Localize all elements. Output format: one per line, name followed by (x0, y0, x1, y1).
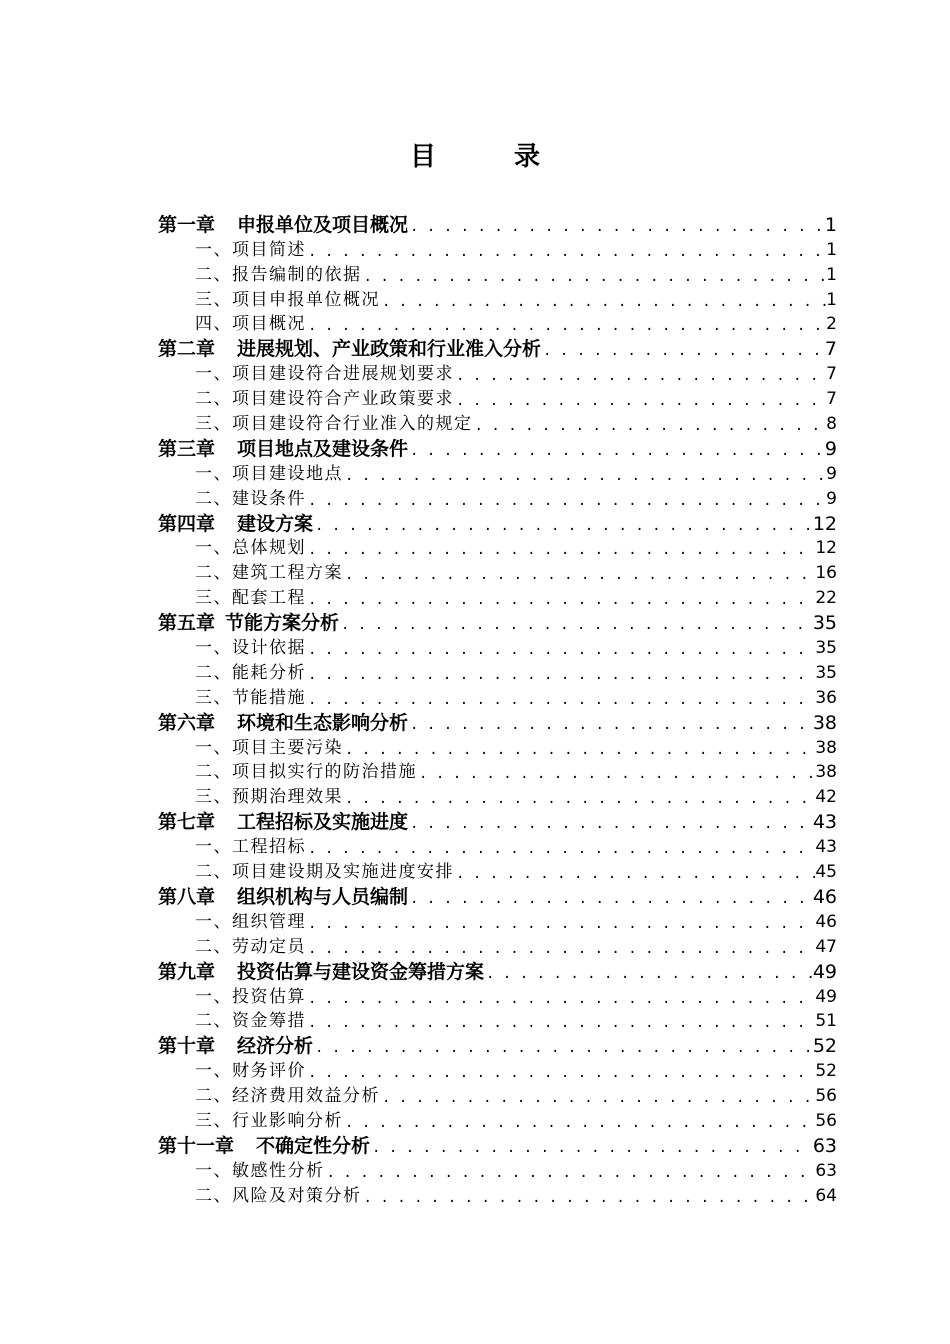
toc-section-entry[interactable] (158, 1108, 837, 1133)
dot-leader (306, 939, 815, 959)
page-number: 52 (815, 1061, 837, 1082)
toc-entry-label (158, 810, 408, 834)
dot-leader (473, 416, 827, 436)
page-number: 1 (826, 239, 837, 260)
chapter-title: 建设方案 (237, 512, 314, 535)
page-number: 42 (815, 787, 837, 808)
dot-leader (362, 1188, 816, 1208)
toc-chapter-entry[interactable] (158, 336, 837, 361)
dot-leader (454, 366, 826, 386)
dot-leader (306, 316, 826, 336)
toc-entry-label: 二、能耗分析 (195, 662, 306, 683)
dot-leader (343, 466, 826, 486)
dot-leader (306, 640, 815, 660)
page-number: 46 (815, 911, 837, 932)
page-number: 12 (815, 538, 837, 559)
toc-entry-label (158, 1034, 313, 1058)
toc-entry-label: 二、资金筹措 (195, 1011, 306, 1032)
page-number: 47 (815, 936, 837, 957)
page-number: 38 (815, 737, 837, 758)
dot-leader (417, 764, 815, 784)
page-number: 16 (815, 563, 837, 584)
page-number: 43 (815, 837, 837, 858)
page-number: 49 (812, 960, 837, 983)
toc-section-entry[interactable] (158, 934, 837, 959)
toc-chapter-entry[interactable] (158, 511, 837, 536)
dot-leader (306, 989, 815, 1009)
dot-leader (313, 1038, 813, 1058)
toc-entry-label (158, 337, 541, 361)
toc-entry-label: 一、总体规划 (195, 538, 306, 559)
page-number: 45 (815, 862, 837, 883)
dot-leader (408, 889, 813, 909)
toc-entry-label (158, 611, 339, 635)
dot-leader (343, 565, 815, 585)
page-number: 56 (815, 1110, 837, 1131)
chapter-number: 第一章 (158, 213, 216, 236)
dot-leader (408, 715, 813, 735)
page-number: 9 (826, 488, 837, 509)
toc-entry-label: 二、项目建设符合产业政策要求 (195, 389, 454, 410)
toc-entry-label: 二、报告编制的依据 (195, 264, 362, 285)
toc-entry-label: 二、项目拟实行的防治措施 (195, 762, 417, 783)
dot-leader (306, 1013, 815, 1033)
page-number: 35 (815, 662, 837, 683)
page-number: 7 (826, 364, 837, 385)
chapter-number: 第五章 (158, 612, 216, 635)
chapter-number: 第十章 (158, 1035, 216, 1058)
chapter-title: 工程招标及实施进度 (237, 811, 409, 834)
table-of-contents (158, 212, 837, 1208)
toc-entry-label: 一、项目主要污染 (195, 737, 343, 758)
toc-section-entry[interactable] (158, 784, 837, 809)
toc-entry-label (158, 885, 408, 909)
toc-section-entry[interactable] (158, 262, 837, 287)
toc-entry-label: 一、组织管理 (195, 911, 306, 932)
toc-entry-label: 二、经济费用效益分析 (195, 1086, 380, 1107)
page-number: 9 (826, 463, 837, 484)
page-title: 目 录 (409, 142, 566, 172)
toc-section-entry[interactable] (158, 486, 837, 511)
toc-chapter-entry[interactable] (158, 610, 837, 635)
dot-leader (306, 242, 826, 262)
dot-leader (306, 491, 826, 511)
dot-leader (306, 540, 815, 560)
page-number: 43 (812, 811, 837, 834)
chapter-title: 项目地点及建设条件 (237, 437, 409, 460)
toc-section-entry[interactable] (158, 735, 837, 760)
toc-entry-label: 一、敏感性分析 (195, 1160, 325, 1181)
page-number: 1 (826, 289, 837, 310)
page-number: 38 (815, 762, 837, 783)
toc-entry-label: 二、建筑工程方案 (195, 563, 343, 584)
toc-section-entry[interactable] (158, 685, 837, 710)
toc-entry-label (158, 437, 408, 461)
toc-section-entry[interactable] (158, 386, 837, 411)
chapter-title: 申报单位及项目概况 (237, 213, 409, 236)
toc-entry-label: 二、项目建设期及实施进度安排 (195, 862, 454, 883)
toc-section-entry[interactable] (158, 536, 837, 561)
chapter-number: 第六章 (158, 711, 216, 734)
dot-leader (380, 292, 826, 312)
toc-entry-label: 一、项目建设地点 (195, 463, 343, 484)
toc-entry-label: 一、财务评价 (195, 1061, 306, 1082)
toc-entry-label: 一、工程招标 (195, 837, 306, 858)
toc-entry-label: 三、节能措施 (195, 687, 306, 708)
chapter-number: 第九章 (158, 960, 216, 983)
toc-section-entry[interactable] (158, 984, 837, 1009)
toc-entry-label: 二、建设条件 (195, 488, 306, 509)
dot-leader (454, 391, 826, 411)
dot-leader (408, 814, 813, 834)
toc-entry-label: 三、项目建设符合行业准入的规定 (195, 414, 473, 435)
page-number: 38 (812, 711, 837, 734)
page-number: 52 (812, 1035, 837, 1058)
toc-section-entry[interactable] (158, 1058, 837, 1083)
toc-section-entry[interactable] (158, 1083, 837, 1108)
toc-section-entry[interactable] (158, 660, 837, 685)
toc-section-entry[interactable] (158, 287, 837, 312)
toc-chapter-entry[interactable] (158, 884, 837, 909)
page-number: 51 (815, 1011, 837, 1032)
page-number: 35 (812, 612, 837, 635)
page-number: 7 (824, 338, 837, 361)
dot-leader (343, 789, 815, 809)
page-number: 9 (824, 437, 837, 460)
page-number: 8 (826, 414, 837, 435)
toc-entry-label (158, 711, 408, 735)
dot-leader (306, 1063, 815, 1083)
dot-leader (306, 914, 815, 934)
toc-entry-label (158, 1134, 370, 1158)
chapter-number: 第四章 (158, 512, 216, 535)
page-number: 46 (812, 885, 837, 908)
dot-leader (313, 516, 813, 536)
toc-chapter-entry[interactable] (158, 1133, 837, 1158)
chapter-number: 第七章 (158, 811, 216, 834)
dot-leader (306, 839, 815, 859)
dot-leader (408, 217, 825, 237)
toc-section-entry[interactable] (158, 560, 837, 585)
toc-section-entry[interactable] (158, 411, 837, 436)
toc-entry-label: 三、预期治理效果 (195, 787, 343, 808)
toc-section-entry[interactable] (158, 1158, 837, 1183)
dot-leader (380, 1088, 815, 1108)
chapter-title: 组织机构与人员编制 (237, 885, 409, 908)
toc-section-entry[interactable] (158, 585, 837, 610)
page-number: 1 (824, 213, 837, 236)
chapter-title: 进展规划、产业政策和行业准入分析 (237, 338, 542, 361)
toc-entry-label (158, 512, 313, 536)
dot-leader (454, 864, 815, 884)
page-number: 7 (826, 389, 837, 410)
toc-section-entry[interactable] (158, 909, 837, 934)
dot-leader (306, 665, 815, 685)
page-number: 64 (815, 1185, 837, 1206)
toc-entry-label: 二、劳动定员 (195, 936, 306, 957)
toc-entry-label: 一、设计依据 (195, 638, 306, 659)
page-number: 12 (812, 512, 837, 535)
chapter-title: 环境和生态影响分析 (237, 711, 409, 734)
toc-entry-label: 三、配套工程 (195, 588, 306, 609)
dot-leader (343, 1113, 815, 1133)
toc-chapter-entry[interactable] (158, 1033, 837, 1058)
page-number: 35 (815, 638, 837, 659)
page-number: 63 (815, 1160, 837, 1181)
dot-leader (306, 690, 815, 710)
toc-entry-label: 二、风险及对策分析 (195, 1185, 362, 1206)
toc-chapter-entry[interactable] (158, 809, 837, 834)
toc-section-entry[interactable] (158, 834, 837, 859)
dot-leader (484, 964, 813, 984)
chapter-title: 经济分析 (237, 1035, 314, 1058)
dot-leader (408, 441, 825, 461)
toc-chapter-entry[interactable] (158, 212, 837, 237)
toc-section-entry[interactable] (158, 1009, 837, 1034)
toc-entry-label: 一、投资估算 (195, 986, 306, 1007)
toc-section-entry[interactable] (158, 635, 837, 660)
chapter-number: 第二章 (158, 338, 216, 361)
toc-section-entry[interactable] (158, 461, 837, 486)
toc-chapter-entry[interactable] (158, 959, 837, 984)
dot-leader (339, 615, 813, 635)
dot-leader (306, 590, 815, 610)
toc-entry-label: 四、项目概况 (195, 314, 306, 335)
chapter-title: 投资估算与建设资金筹措方案 (237, 960, 485, 983)
page-number: 1 (826, 264, 837, 285)
chapter-number: 第十一章 (158, 1134, 235, 1157)
toc-entry-label: 一、项目建设符合进展规划要求 (195, 364, 454, 385)
toc-entry-label: 三、项目申报单位概况 (195, 289, 380, 310)
chapter-number: 第八章 (158, 885, 216, 908)
toc-section-entry[interactable] (158, 859, 837, 884)
dot-leader (370, 1138, 813, 1158)
page-number: 56 (815, 1086, 837, 1107)
toc-section-entry[interactable] (158, 237, 837, 262)
toc-chapter-entry[interactable] (158, 710, 837, 735)
page-number: 63 (812, 1134, 837, 1157)
page-number: 2 (826, 314, 837, 335)
toc-section-entry[interactable] (158, 760, 837, 785)
page-number: 36 (815, 687, 837, 708)
toc-entry-label: 三、行业影响分析 (195, 1110, 343, 1131)
toc-entry-label (158, 960, 484, 984)
page-number: 22 (815, 588, 837, 609)
toc-section-entry[interactable] (158, 1183, 837, 1208)
dot-leader (541, 341, 825, 361)
toc-chapter-entry[interactable] (158, 436, 837, 461)
chapter-number: 第三章 (158, 437, 216, 460)
toc-entry-label: 一、项目简述 (195, 239, 306, 260)
toc-section-entry[interactable] (158, 361, 837, 386)
chapter-title: 不确定性分析 (256, 1134, 371, 1157)
toc-entry-label (158, 213, 408, 237)
chapter-title: 节能方案分析 (225, 612, 340, 635)
dot-leader (325, 1163, 816, 1183)
toc-section-entry[interactable] (158, 312, 837, 337)
page-number: 49 (815, 986, 837, 1007)
dot-leader (343, 740, 815, 760)
dot-leader (362, 267, 827, 287)
